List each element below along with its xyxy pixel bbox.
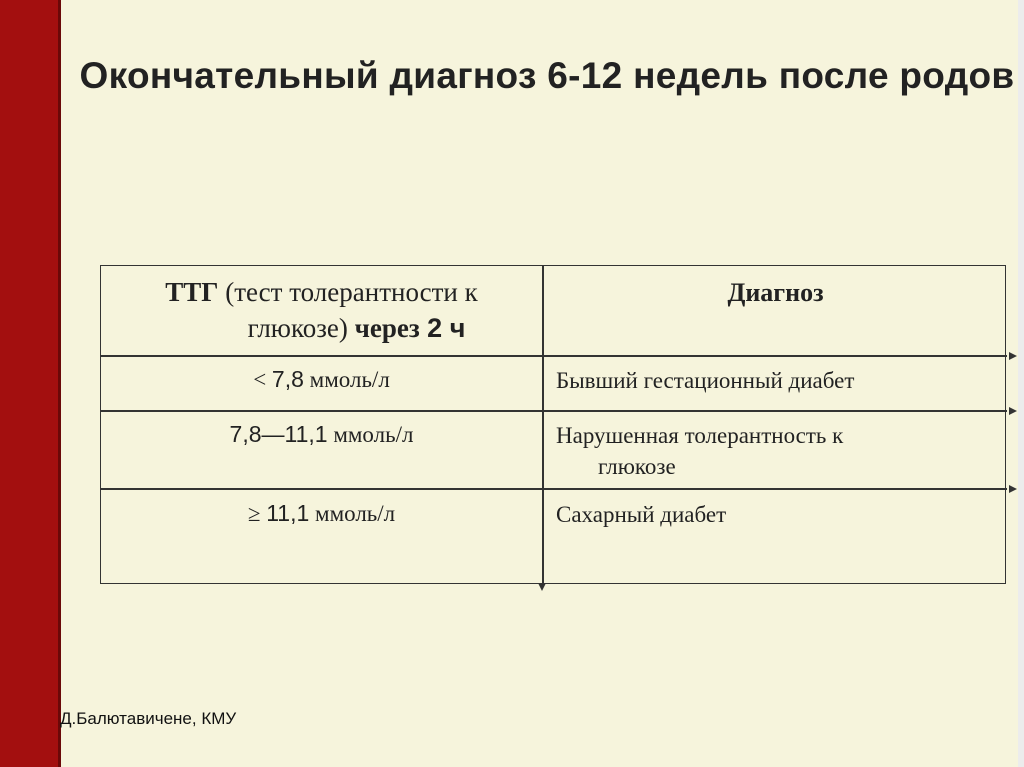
value-number: 7,8—11,1 [229,421,328,447]
table-row-diagnosis [556,365,996,396]
table-row-diagnosis [556,499,996,530]
table-row-diagnosis [556,420,996,482]
value-unit: ммоль/л [303,367,390,392]
table-row-value [101,421,542,448]
header-text-line2: глюкозе) [247,313,355,343]
value-unit: ммоль/л [309,501,396,526]
diagnosis-line: Бывший гестационный диабет [556,368,855,393]
diagnosis-line: Сахарный диабет [556,502,727,527]
value-symbol: < [253,367,272,392]
value-unit: ммоль/л [327,422,414,447]
header-bold-word: через [354,313,420,343]
header-bold-time: 2 ч [419,313,466,343]
table-row-value [101,366,542,393]
header-text-line1: (тест толерантности к [218,277,478,307]
table-row-value [101,500,542,527]
value-number: 7,8 [271,366,304,392]
arrow-down-icon [538,583,546,591]
value-symbol: ≥ [247,501,267,526]
row-divider [101,355,1007,357]
diagnosis-table [100,265,1006,584]
arrow-right-icon [1009,352,1017,360]
diagnosis-line: Нарушенная толерантность к [556,423,844,448]
left-accent-bar-edge [58,0,61,767]
header-test-column [101,274,542,346]
arrow-right-icon [1009,407,1017,415]
header-abbr: ТТГ [165,277,219,307]
column-divider [542,266,544,583]
diagnosis-line: глюкозе [598,454,676,479]
footer-author: Д.Балютавичене, КМУ [60,709,237,728]
left-accent-bar [0,0,58,767]
right-edge [1018,0,1024,767]
row-divider [101,410,1007,412]
row-divider [101,488,1007,490]
slide-title: Окончательный диагноз 6-12 недель после родов [79,55,1015,96]
value-number: 11,1 [266,500,310,526]
header-diagnosis-column: Диагноз [727,278,824,307]
arrow-right-icon [1009,485,1017,493]
